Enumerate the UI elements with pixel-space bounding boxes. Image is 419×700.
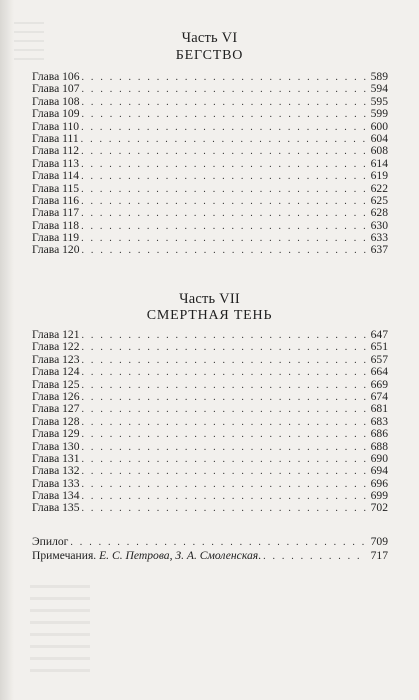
toc-entry-label: Глава 121 (32, 328, 80, 341)
page-gutter-shadow (0, 0, 14, 700)
toc-entry-label: Глава 116 (32, 193, 80, 207)
toc-entry (32, 391, 388, 403)
toc-entry-label: Глава 135 (32, 501, 80, 515)
notes-entry (32, 549, 388, 563)
toc-entry (32, 183, 388, 195)
toc-page-number: 699 (370, 489, 388, 503)
toc-entry (32, 121, 388, 133)
toc-entry-label: Глава 130 (32, 439, 80, 453)
toc-page-number: 599 (370, 107, 388, 121)
dot-leader (82, 404, 366, 416)
dot-leader (82, 342, 366, 354)
dot-leader (82, 466, 366, 478)
toc-entry (32, 244, 388, 256)
toc-entry (32, 428, 388, 440)
dot-leader (82, 84, 366, 96)
toc-page-number: 619 (370, 169, 388, 183)
toc-page-number: 614 (370, 156, 388, 170)
toc-entry-label: Глава 118 (32, 218, 80, 232)
dot-leader (81, 146, 366, 158)
toc-entry (32, 416, 388, 428)
toc-page-number: 690 (370, 451, 388, 465)
toc-page-number: 637 (370, 243, 388, 257)
dot-leader (82, 479, 366, 491)
dot-leader (82, 330, 366, 342)
dot-leader (81, 134, 366, 146)
dot-leader (263, 550, 366, 564)
toc-entry-label: Глава 134 (32, 489, 80, 503)
dot-leader (81, 171, 366, 183)
toc-page-number: 674 (370, 389, 388, 403)
part-7-number: Часть VII (179, 291, 240, 307)
toc-page-number: 664 (370, 365, 388, 379)
dot-leader (81, 159, 366, 171)
dot-leader (81, 122, 366, 134)
toc-entry-label: Глава 110 (32, 119, 80, 133)
toc-page-number: 681 (370, 402, 388, 416)
toc-entry-label: Глава 131 (32, 451, 80, 465)
part-6-toc (32, 71, 388, 257)
toc-entry (32, 232, 388, 244)
toc-entry-label: Глава 128 (32, 414, 80, 428)
dot-leader (82, 97, 366, 109)
toc-entry (32, 170, 388, 182)
toc-page-number: 589 (370, 70, 388, 83)
dot-leader (81, 233, 366, 245)
toc-page-number: 709 (370, 535, 388, 548)
toc-entry (32, 341, 388, 353)
toc-entry-label: Глава 119 (32, 231, 80, 245)
toc-entry (32, 490, 388, 502)
toc-page-number: 594 (370, 82, 388, 96)
dot-leader (82, 367, 366, 379)
dot-leader (81, 184, 366, 196)
toc-entry (32, 502, 388, 514)
toc-page-number: 669 (370, 377, 388, 391)
toc-entry-label: Глава 106 (32, 70, 80, 83)
dot-leader (82, 429, 366, 441)
toc-page-number: 651 (370, 340, 388, 354)
toc-entry (32, 145, 388, 157)
dot-leader (82, 442, 366, 454)
dot-leader (82, 72, 366, 84)
toc-page-number: 630 (370, 218, 388, 232)
toc-page-number: 657 (370, 352, 388, 366)
toc-entry-label: Глава 120 (32, 243, 80, 257)
dot-leader (81, 208, 366, 220)
toc-page-number: 647 (370, 328, 388, 341)
part-6-title: БЕГСТВО (175, 48, 244, 63)
toc-entry (32, 96, 388, 108)
toc-entry (32, 354, 388, 366)
toc-entry-label: Глава 111 (32, 131, 79, 145)
toc-page-number: 633 (370, 231, 388, 245)
toc-entry (32, 207, 388, 219)
toc-entry (32, 366, 388, 378)
dot-leader (82, 417, 366, 429)
toc-entry (32, 158, 388, 170)
dot-leader (82, 491, 366, 503)
toc-entry-label: Глава 117 (32, 206, 80, 220)
notes-authors: Е. С. Петрова, З. А. Смоленская (99, 549, 259, 562)
toc-page-number: 717 (370, 549, 388, 562)
dot-leader (82, 503, 366, 515)
toc-entry-label: Глава 124 (32, 365, 80, 379)
toc-entry-label: Глава 127 (32, 402, 80, 416)
part-7-toc (32, 329, 388, 515)
toc-page-number: 696 (370, 476, 388, 490)
toc-entry (32, 83, 388, 95)
toc-entry-label: Глава 122 (32, 340, 80, 354)
toc-entry (32, 133, 388, 145)
notes-label: Примечания. (32, 549, 97, 562)
toc-entry (32, 108, 388, 120)
toc-entry-label: Глава 108 (32, 94, 80, 108)
dot-leader (82, 109, 366, 121)
toc-entry (32, 195, 388, 207)
toc-page-number: 683 (370, 414, 388, 428)
toc-entry-label: Глава 109 (32, 107, 80, 121)
dot-leader (82, 355, 366, 367)
toc-entry-label: Глава 115 (32, 181, 80, 195)
dot-leader (82, 392, 366, 404)
dot-leader (81, 196, 366, 208)
toc-entry-label: Глава 107 (32, 82, 80, 96)
toc-entry-label: Глава 125 (32, 377, 80, 391)
toc-page-number: 628 (370, 206, 388, 220)
toc-entry (32, 465, 388, 477)
toc-entry (32, 71, 388, 83)
toc-page-number: 622 (370, 181, 388, 195)
toc-entry-label: Глава 112 (32, 144, 80, 158)
toc-page-number: 694 (370, 464, 388, 478)
toc-entry-label: Глава 114 (32, 169, 80, 183)
toc-entry (32, 441, 388, 453)
toc-entry-label: Глава 113 (32, 156, 80, 170)
toc-entry-label: Примечания. Е. С. Петрова, З. А. Смоленская. (32, 549, 262, 562)
toc-page-number: 686 (370, 427, 388, 441)
toc-entry-label: Эпилог (32, 535, 69, 548)
toc-entry-label: Глава 126 (32, 389, 80, 403)
part-7-title: СМЕРТНАЯ ТЕНЬ (146, 308, 273, 323)
dot-leader (82, 380, 366, 392)
toc-entry-label: Глава 123 (32, 352, 80, 366)
part-6-number: Часть VI (181, 30, 238, 46)
epilogue-entry (32, 535, 388, 549)
dot-leader (82, 454, 366, 466)
toc-page-number: 595 (370, 94, 388, 108)
toc-page-number: 625 (370, 193, 388, 207)
toc-page-number: 604 (370, 131, 388, 145)
toc-page-number: 688 (370, 439, 388, 453)
toc-entry (32, 403, 388, 415)
toc-entry-label: Глава 129 (32, 427, 80, 441)
toc-entry (32, 220, 388, 232)
toc-entry (32, 453, 388, 465)
toc-entry-label: Глава 132 (32, 464, 80, 478)
toc-entry (32, 329, 388, 341)
dot-leader (82, 245, 366, 257)
toc-entry (32, 379, 388, 391)
toc-page-number: 600 (370, 119, 388, 133)
toc-page-number: 702 (370, 501, 388, 515)
dot-leader (81, 221, 366, 233)
dot-leader (70, 536, 366, 550)
toc-entry-label: Глава 133 (32, 476, 80, 490)
toc-entry (32, 478, 388, 490)
toc-page-number: 608 (370, 144, 388, 158)
bleed-through-text (30, 585, 90, 680)
